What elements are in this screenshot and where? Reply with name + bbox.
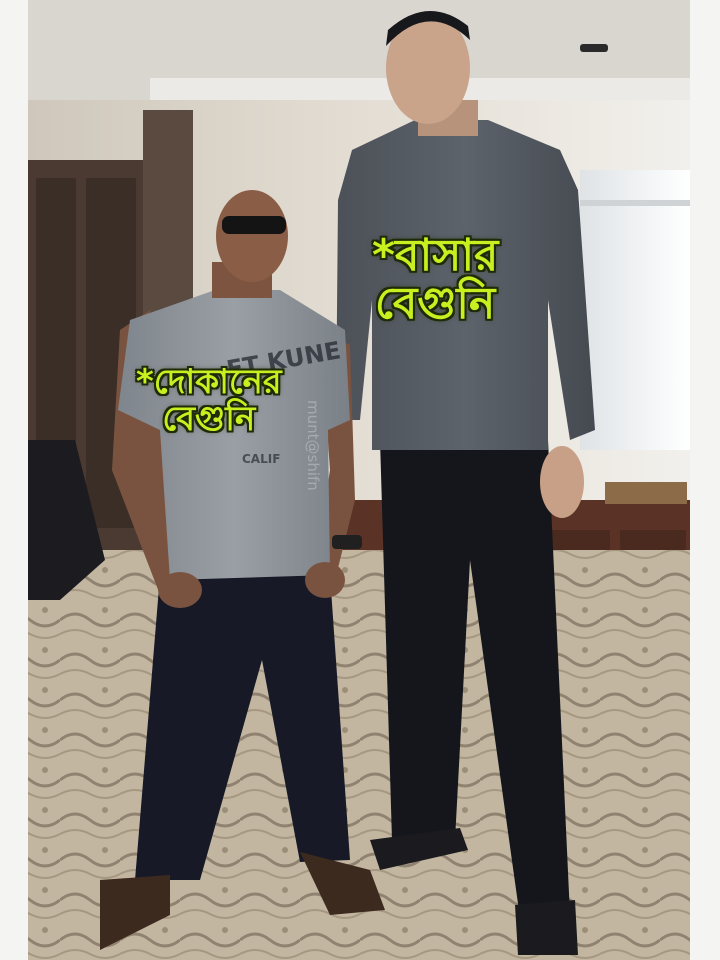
- caption-short-person: [136, 364, 282, 437]
- shirt-print-text: ET KUNE: [224, 336, 343, 384]
- caption-tall-line2: বেগুনি: [375, 277, 496, 329]
- ceiling-light: [580, 44, 608, 52]
- watermark: munt@shifn: [304, 400, 322, 491]
- wristwatch-icon: [332, 535, 362, 549]
- shirt-print-subtext: CALIF: [242, 452, 281, 466]
- caption-short-line1: *দোকানের: [136, 362, 282, 402]
- window: [580, 170, 690, 450]
- caption-tall-person: [372, 232, 498, 327]
- caption-short-line2: বেগুনি: [162, 398, 256, 439]
- caption-tall-line1: *বাসার: [372, 230, 499, 281]
- sunglasses-icon: [222, 216, 286, 234]
